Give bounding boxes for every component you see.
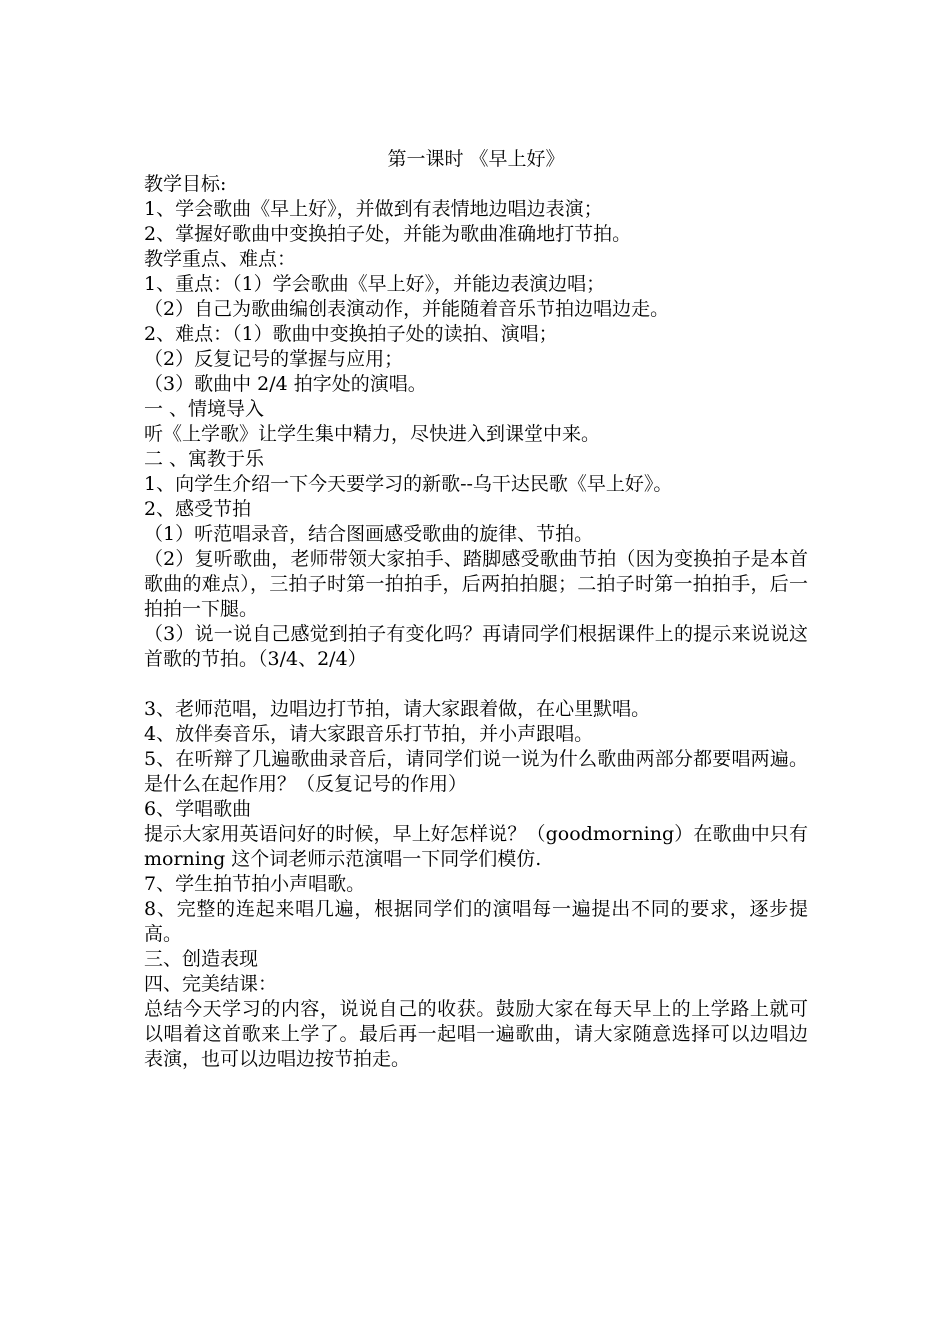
paragraph: 一 、情境导入 bbox=[144, 398, 265, 420]
paragraph: （1）听范唱录音，结合图画感受歌曲的旋律、节拍。 bbox=[144, 523, 594, 545]
paragraph: 教学重点、难点： bbox=[144, 248, 297, 270]
paragraph: （2）复听歌曲，老师带领大家拍手、踏脚感受歌曲节拍（因为变换拍子是本首歌曲的难点），三拍子时第一拍拍手，后两拍拍腿；二拍子时第一拍拍手，后一拍拍一下腿。 bbox=[144, 548, 808, 620]
paragraph: （2）反复记号的掌握与应用； bbox=[144, 348, 404, 370]
paragraph: 听《上学歌》让学生集中精力，尽快进入到课堂中来。 bbox=[144, 423, 601, 445]
blank-line bbox=[144, 672, 808, 697]
paragraph: 总结今天学习的内容，说说自己的收获。鼓励大家在每天早上的上学路上就可以唱着这首歌来上学了。最后再一起唱一遍歌曲，请大家随意选择可以边唱边表演，也可以边唱边按节拍走。 bbox=[144, 998, 808, 1070]
paragraph: 1、向学生介绍一下今天要学习的新歌--乌干达民歌《早上好》。 bbox=[144, 473, 673, 495]
paragraph: 教学目标: bbox=[144, 173, 227, 195]
paragraph: 8、完整的连起来唱几遍，根据同学们的演唱每一遍提出不同的要求，逐步提高。 bbox=[144, 898, 808, 945]
paragraph: 四、完美结课： bbox=[144, 973, 278, 995]
paragraph: （3）说一说自己感觉到拍子有变化吗？再请同学们根据课件上的提示来说说这首歌的节拍。（3/4、2/4） bbox=[144, 623, 808, 670]
paragraph: （2）自己为歌曲编创表演动作，并能随着音乐节拍边唱边走。 bbox=[144, 298, 670, 320]
document-page bbox=[144, 147, 808, 1072]
paragraph: 1、重点：（1）学会歌曲《早上好》，并能边表演边唱； bbox=[144, 273, 606, 295]
paragraph: 6、学唱歌曲 bbox=[144, 798, 252, 820]
paragraph: 5、在听辩了几遍歌曲录音后，请同学们说一说为什么歌曲两部分都要唱两遍。是什么在起作用？（反复记号的作用） bbox=[144, 748, 808, 795]
document-title: 第一课时 《早上好》 bbox=[387, 148, 565, 170]
paragraph: 2、感受节拍 bbox=[144, 498, 252, 520]
paragraph: 1、学会歌曲《早上好》，并做到有表情地边唱边表演； bbox=[144, 198, 603, 220]
paragraph: 三、创造表现 bbox=[144, 948, 259, 970]
paragraph: 二 、寓教于乐 bbox=[144, 448, 265, 470]
paragraph: 2、掌握好歌曲中变换拍子处，并能为歌曲准确地打节拍。 bbox=[144, 223, 632, 245]
paragraph: 4、放伴奏音乐，请大家跟音乐打节拍，并小声跟唱。 bbox=[144, 723, 594, 745]
paragraph: 3、老师范唱，边唱边打节拍，请大家跟着做，在心里默唱。 bbox=[144, 698, 651, 720]
paragraph: 2、难点：（1）歌曲中变换拍子处的读拍、演唱； bbox=[144, 323, 558, 345]
paragraph: （3）歌曲中 2/4 拍字处的演唱。 bbox=[144, 373, 427, 395]
paragraph: 7、学生拍节拍小声唱歌。 bbox=[144, 873, 366, 895]
paragraph: 提示大家用英语问好的时候，早上好怎样说？（goodmorning）在歌曲中只有 morning 这个词老师示范演唱一下同学们模仿. bbox=[144, 823, 808, 870]
